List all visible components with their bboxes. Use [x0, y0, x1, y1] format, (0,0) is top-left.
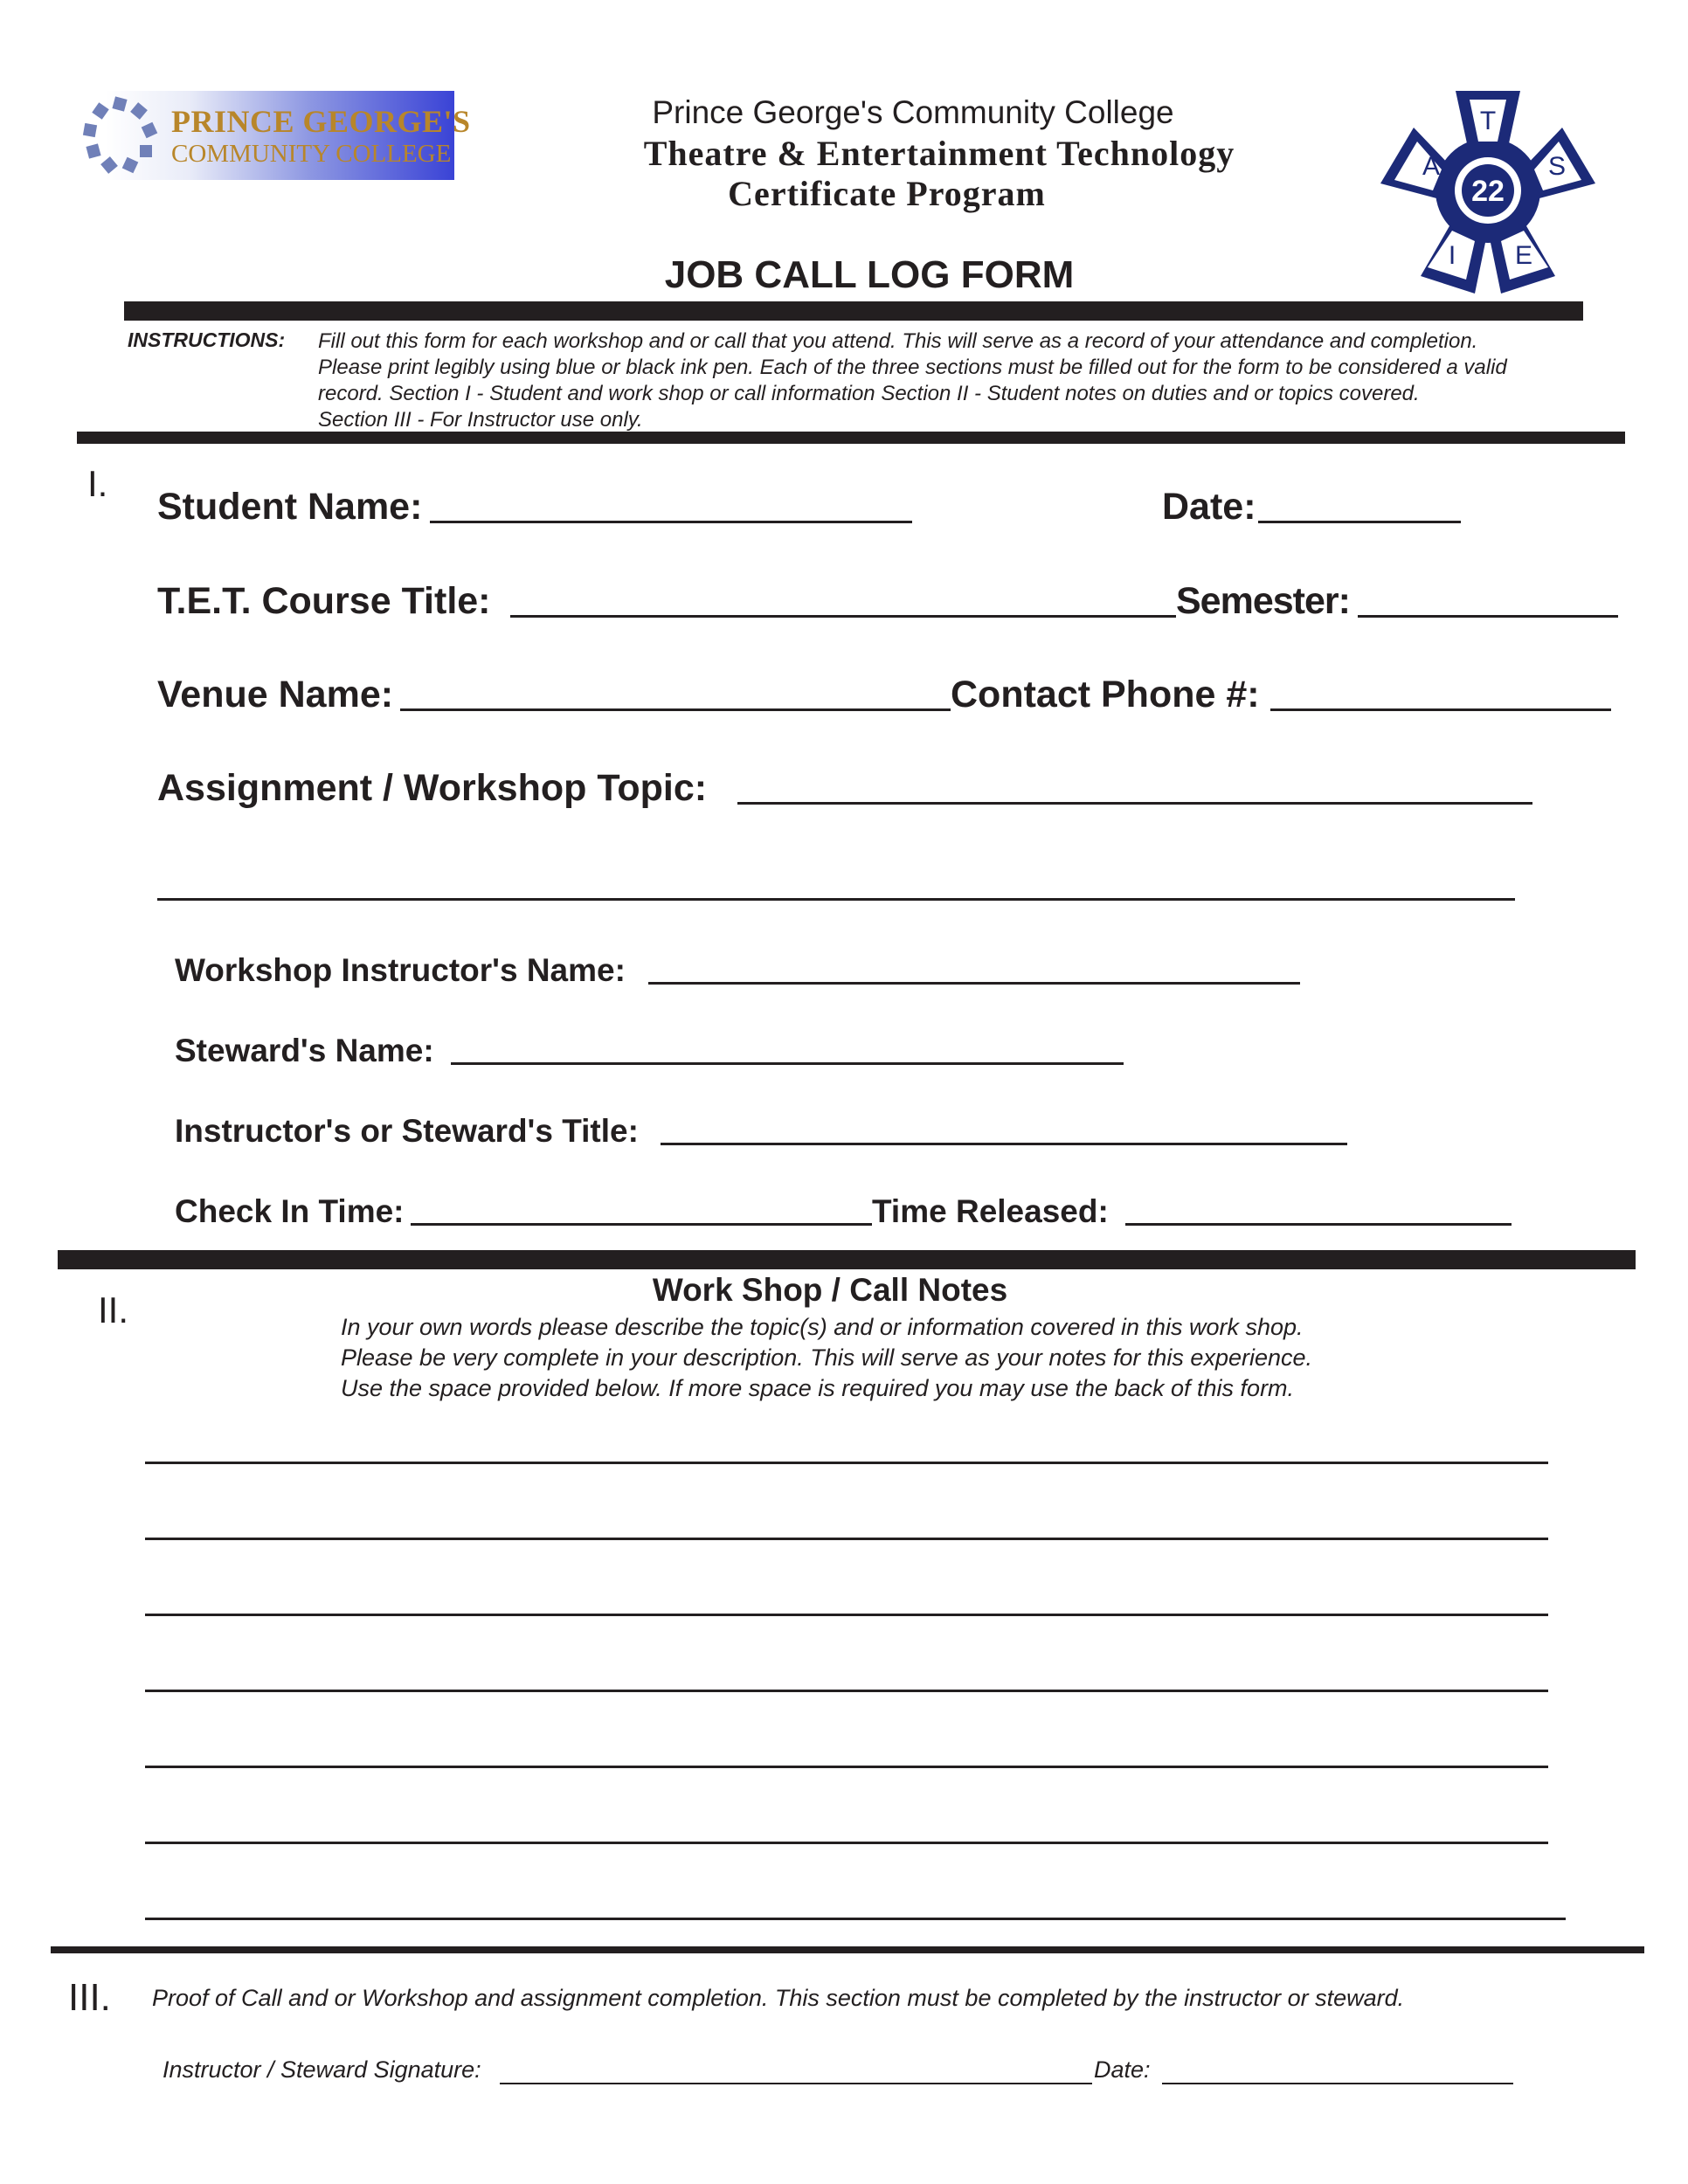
assignment-topic-field-continued[interactable]	[157, 898, 1515, 901]
instructor-name-field[interactable]	[648, 982, 1300, 985]
venue-name-field[interactable]	[400, 708, 951, 711]
logo-text-line2: COMMUNITY COLLEGE	[171, 140, 452, 168]
section1-divider	[77, 432, 1625, 444]
emblem-letter: I	[1448, 241, 1456, 270]
course-title-label: T.E.T. Course Title:	[157, 580, 491, 622]
signature-date-label: Date:	[1094, 2056, 1151, 2083]
steward-name-field[interactable]	[451, 1062, 1124, 1065]
check-in-label: Check In Time:	[175, 1193, 405, 1229]
notes-line[interactable]	[145, 1918, 1566, 1920]
program-name-line2: Certificate Program	[728, 174, 1046, 213]
instructions-line: Section III - For Instructor use only.	[318, 408, 643, 432]
date-label: Date:	[1162, 486, 1256, 528]
proof-statement: Proof of Call and or Workshop and assignment completion. This section must be completed by the instructor or steward.	[152, 1985, 1405, 2011]
steward-name-label: Steward's Name:	[175, 1033, 434, 1068]
emblem-letter: S	[1547, 152, 1567, 181]
instructions-label: INSTRUCTIONS:	[128, 328, 286, 351]
time-released-field[interactable]	[1125, 1223, 1512, 1226]
signature-label: Instructor / Steward Signature:	[163, 2056, 481, 2083]
contact-phone-label: Contact Phone #:	[951, 674, 1260, 715]
emblem-letter: E	[1514, 241, 1533, 270]
emblem-number: 22	[1471, 175, 1505, 208]
form-title: JOB CALL LOG FORM	[664, 253, 1075, 296]
section2-numeral: II.	[98, 1289, 129, 1330]
time-released-label: Time Released:	[872, 1193, 1109, 1229]
signature-field[interactable]	[500, 2083, 1092, 2084]
semester-field[interactable]	[1358, 615, 1618, 618]
notes-line[interactable]	[145, 1842, 1548, 1844]
college-name: Prince George's Community College	[652, 94, 1174, 130]
college-logo	[75, 91, 471, 180]
title-label: Instructor's or Steward's Title:	[175, 1113, 639, 1149]
instructions-line: record. Section I - Student and work shop or call information Section II - Student notes on duties and or topics covered.	[318, 382, 1420, 405]
notes-line[interactable]	[145, 1766, 1548, 1768]
emblem-letter: A	[1422, 152, 1441, 181]
student-name-field[interactable]	[430, 521, 912, 523]
iatse-emblem-icon	[1379, 87, 1597, 294]
student-name-label: Student Name:	[157, 486, 423, 528]
notes-line[interactable]	[145, 1538, 1548, 1540]
instructions-line: Please print legibly using blue or black ink pen. Each of the three sections must be filled out for the form to be considered a valid	[318, 356, 1507, 379]
section3-divider	[51, 1946, 1644, 1953]
date-field[interactable]	[1258, 521, 1461, 523]
semester-label: Semester:	[1176, 580, 1350, 622]
notes-line[interactable]	[145, 1690, 1548, 1692]
section3-numeral: III.	[68, 1976, 111, 2019]
contact-phone-field[interactable]	[1270, 708, 1611, 711]
instructions-line: Fill out this form for each workshop and or call that you attend. This will serve as a record of your attendance and completion.	[318, 329, 1478, 353]
emblem-letter: T	[1479, 107, 1497, 135]
section2-divider	[58, 1250, 1636, 1269]
header-divider	[124, 301, 1583, 321]
notes-instructions-line: Please be very complete in your description. This will serve as your notes for this experience.	[341, 1344, 1313, 1371]
program-name-line1: Theatre & Entertainment Technology	[643, 134, 1235, 173]
notes-instructions-line: In your own words please describe the topic(s) and or information covered in this work shop.	[341, 1314, 1304, 1340]
instructions-text	[318, 328, 1594, 433]
assignment-topic-label: Assignment / Workshop Topic:	[157, 767, 708, 809]
logo-text-line1: PRINCE GEORGE'S	[171, 104, 471, 139]
college-logo-icon	[79, 94, 161, 176]
notes-instructions-line: Use the space provided below. If more space is required you may use the back of this form.	[341, 1375, 1295, 1401]
notes-line[interactable]	[145, 1462, 1548, 1464]
venue-name-label: Venue Name:	[157, 674, 394, 715]
section1-numeral: I.	[87, 463, 108, 504]
notes-line[interactable]	[145, 1614, 1548, 1616]
check-in-field[interactable]	[411, 1223, 872, 1226]
assignment-topic-field[interactable]	[737, 802, 1532, 805]
notes-instructions	[341, 1312, 1477, 1404]
course-title-field[interactable]	[510, 615, 1176, 618]
instructor-name-label: Workshop Instructor's Name:	[175, 952, 626, 988]
title-field[interactable]	[661, 1143, 1347, 1145]
notes-title: Work Shop / Call Notes	[652, 1272, 1008, 1308]
signature-date-field[interactable]	[1162, 2083, 1513, 2084]
